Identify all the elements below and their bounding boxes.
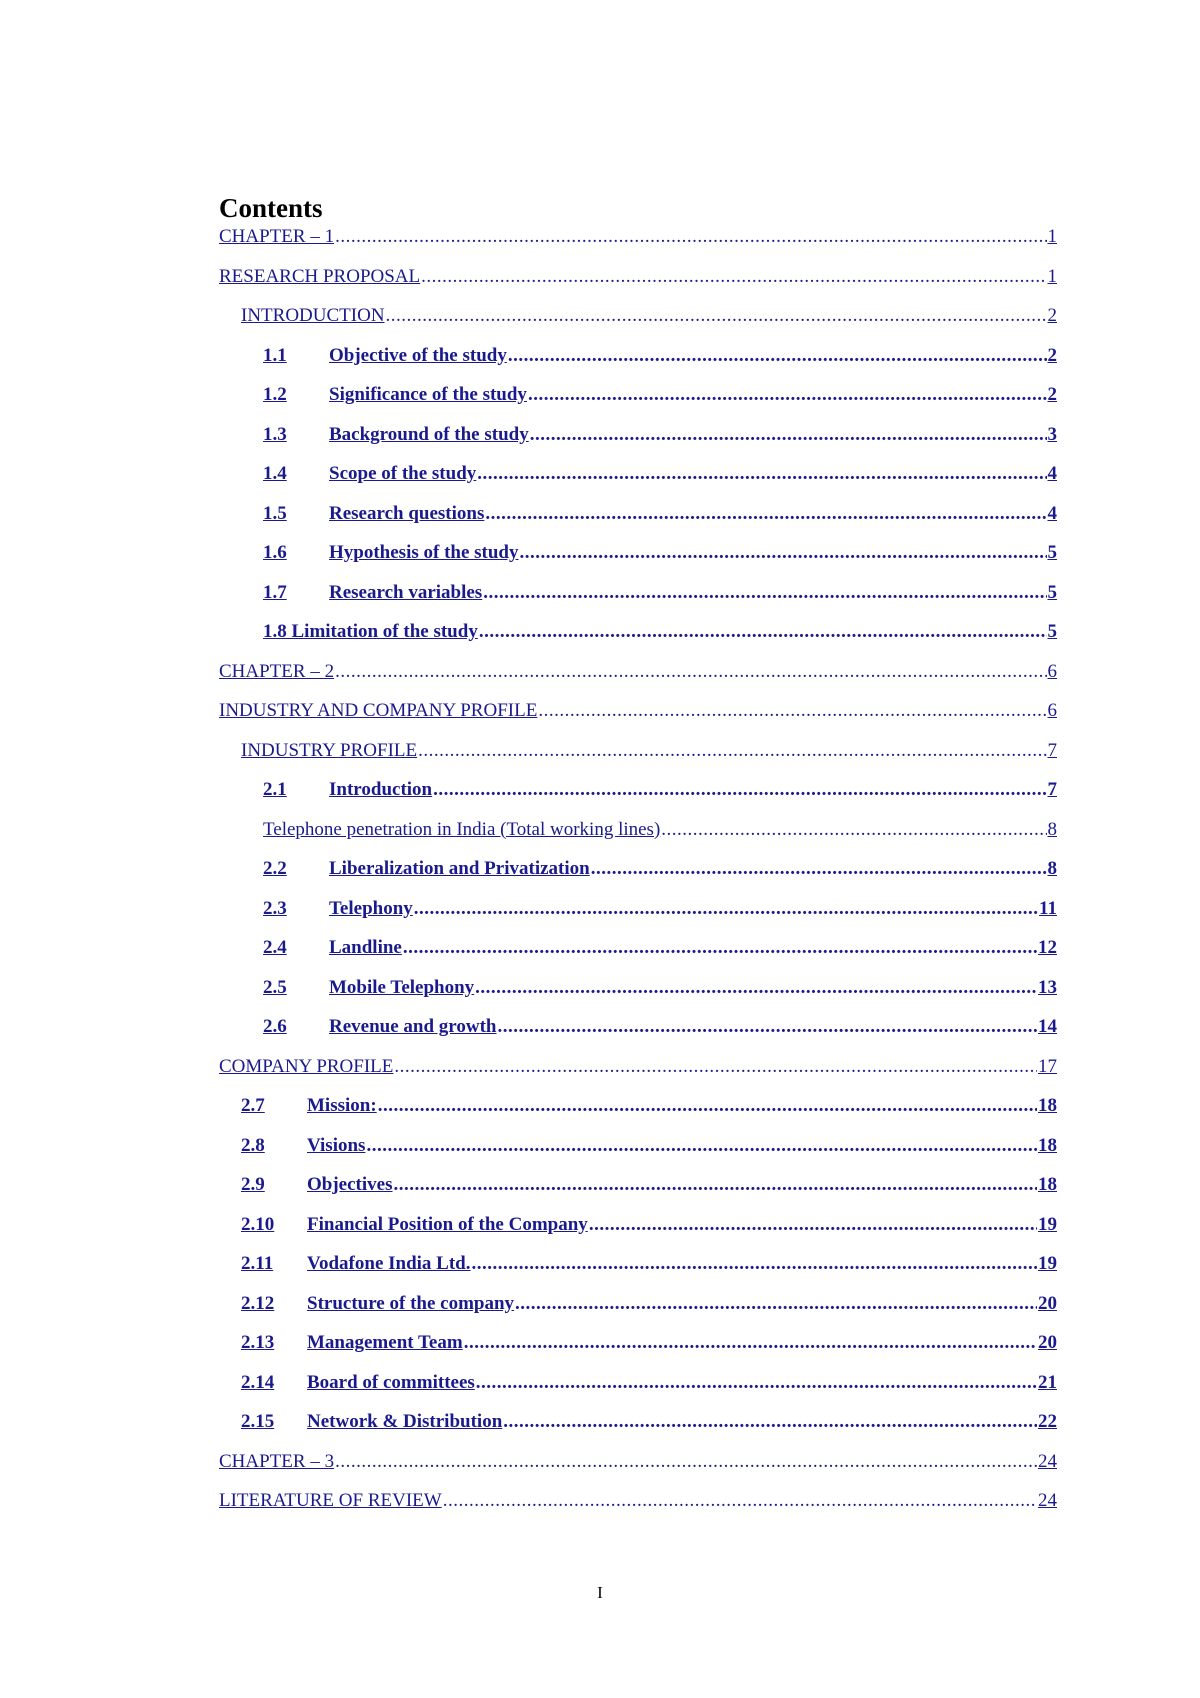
toc-entry-page: 14 bbox=[1038, 1016, 1057, 1037]
toc-entry[interactable] bbox=[219, 1411, 1057, 1451]
dot-leader bbox=[528, 384, 1047, 406]
toc-entry-number: 2.10 bbox=[241, 1213, 275, 1235]
toc-entry-page: 18 bbox=[1038, 1134, 1057, 1156]
toc-entry[interactable] bbox=[219, 700, 1057, 740]
dot-leader bbox=[414, 898, 1038, 920]
toc-entry-page: 4 bbox=[1047, 502, 1057, 524]
toc-entry-page: 19 bbox=[1038, 1253, 1057, 1274]
toc-entry-label: Research questions bbox=[329, 502, 485, 524]
toc-entry[interactable] bbox=[219, 1293, 1057, 1333]
toc-entry-page: 12 bbox=[1038, 937, 1057, 958]
toc-entry-page: 24 bbox=[1038, 1450, 1057, 1472]
dot-leader bbox=[483, 582, 1046, 604]
toc-entry-page: 18 bbox=[1038, 1174, 1057, 1195]
toc-entry-label: Research variables bbox=[329, 581, 483, 603]
toc-entry-page: 17 bbox=[1038, 1055, 1057, 1077]
toc-entry[interactable] bbox=[219, 661, 1057, 701]
toc-entry-label: COMPANY PROFILE bbox=[219, 1055, 394, 1077]
dot-leader bbox=[485, 503, 1046, 525]
toc-entry[interactable] bbox=[219, 542, 1057, 582]
dot-leader bbox=[433, 779, 1046, 801]
toc-entry-number: 1.3 bbox=[263, 423, 287, 445]
dot-leader bbox=[335, 226, 1046, 248]
toc-entry-label: INDUSTRY PROFILE bbox=[241, 739, 418, 761]
toc-entry-number: 2.15 bbox=[241, 1411, 275, 1432]
toc-entry-label: INTRODUCTION bbox=[241, 305, 385, 326]
dot-leader bbox=[515, 1293, 1037, 1315]
dot-leader bbox=[508, 345, 1047, 367]
dot-leader bbox=[520, 542, 1047, 564]
toc-entry[interactable] bbox=[219, 345, 1057, 385]
toc-entry-number: 2.14 bbox=[241, 1371, 275, 1393]
toc-entry-label: Scope of the study bbox=[329, 463, 477, 484]
toc-entry-page: 6 bbox=[1047, 700, 1057, 721]
toc-entry-label: Mission: bbox=[307, 1095, 377, 1116]
dot-leader bbox=[335, 661, 1046, 683]
dot-leader bbox=[503, 1411, 1037, 1433]
toc-entry-label: Board of committees bbox=[307, 1371, 475, 1393]
toc-entry-page: 5 bbox=[1047, 621, 1057, 642]
toc-entry-label: Hypothesis of the study bbox=[329, 542, 519, 563]
dot-leader bbox=[335, 1451, 1037, 1473]
toc-entry-page: 6 bbox=[1047, 660, 1057, 682]
toc-entry-page: 24 bbox=[1038, 1490, 1057, 1511]
toc-entry[interactable] bbox=[219, 1016, 1057, 1056]
toc-entry-page: 19 bbox=[1038, 1213, 1057, 1235]
dot-leader bbox=[464, 1332, 1037, 1354]
toc-entry[interactable] bbox=[219, 1056, 1057, 1096]
dot-leader bbox=[475, 977, 1037, 999]
toc-entry-label: Objective of the study bbox=[329, 344, 507, 366]
toc-entry[interactable] bbox=[219, 384, 1057, 424]
toc-entry-page: 2 bbox=[1047, 305, 1057, 326]
toc-entry-number: 2.7 bbox=[241, 1095, 265, 1116]
toc-entry-number: 2.4 bbox=[263, 937, 287, 958]
toc-entry-label: Vodafone India Ltd. bbox=[307, 1253, 471, 1274]
toc-entry-page: 1 bbox=[1047, 226, 1057, 247]
toc-entry[interactable] bbox=[219, 463, 1057, 503]
toc-entry-number: 2.5 bbox=[263, 976, 287, 998]
dot-leader bbox=[394, 1056, 1037, 1078]
dot-leader bbox=[386, 305, 1047, 327]
toc-entry-label: Network & Distribution bbox=[307, 1411, 503, 1432]
toc-entry[interactable] bbox=[219, 1214, 1057, 1254]
toc-entry-page: 5 bbox=[1047, 542, 1057, 563]
toc-entry[interactable] bbox=[219, 1253, 1057, 1293]
toc-entry-label: Financial Position of the Company bbox=[307, 1213, 588, 1235]
toc-entry[interactable] bbox=[219, 898, 1057, 938]
toc-entry-number: 2.6 bbox=[263, 1016, 287, 1037]
toc-entry[interactable] bbox=[219, 779, 1057, 819]
toc-entry-label: Objectives bbox=[307, 1174, 393, 1195]
toc-entry-page: 21 bbox=[1038, 1371, 1057, 1393]
dot-leader bbox=[418, 740, 1046, 762]
toc-entry-number: 2.8 bbox=[241, 1134, 265, 1156]
contents-title: Contents bbox=[219, 193, 323, 223]
toc-entry-page: 3 bbox=[1047, 423, 1057, 445]
toc-entry-page: 13 bbox=[1038, 976, 1057, 998]
toc-entry-number: 1.4 bbox=[263, 463, 287, 484]
toc-entry-page: 1 bbox=[1047, 265, 1057, 287]
toc-entry[interactable] bbox=[219, 266, 1057, 306]
toc-entry-label: Visions bbox=[307, 1134, 366, 1156]
dot-leader bbox=[498, 1016, 1038, 1038]
toc-entry-label: Introduction bbox=[329, 779, 433, 800]
toc-entry-number: 2.2 bbox=[263, 858, 287, 879]
toc-entry-number: 2.12 bbox=[241, 1292, 275, 1314]
toc-entry-label: Liberalization and Privatization bbox=[329, 858, 590, 879]
toc-entry-number: 1.7 bbox=[263, 581, 287, 603]
toc-entry[interactable] bbox=[219, 977, 1057, 1017]
toc-entry[interactable] bbox=[219, 226, 1057, 266]
toc-entry-number: 1.2 bbox=[263, 384, 287, 405]
toc-entry[interactable] bbox=[219, 819, 1057, 859]
toc-entry-label: Telephone penetration in India (Total working lines) bbox=[263, 818, 661, 840]
toc-entry-label: 1.8 Limitation of the study bbox=[263, 621, 478, 642]
dot-leader bbox=[421, 266, 1046, 288]
table-of-contents bbox=[219, 226, 1057, 1530]
toc-entry-number: 2.11 bbox=[241, 1253, 274, 1274]
toc-entry-page: 20 bbox=[1038, 1292, 1057, 1314]
toc-entry-number: 1.5 bbox=[263, 502, 287, 524]
page-number: I bbox=[597, 1583, 603, 1602]
dot-leader bbox=[530, 424, 1047, 446]
dot-leader bbox=[472, 1253, 1038, 1275]
toc-entry-label: Mobile Telephony bbox=[329, 976, 475, 998]
toc-entry-page: 22 bbox=[1038, 1411, 1057, 1432]
toc-entry-label: CHAPTER – 2 bbox=[219, 660, 335, 682]
toc-entry-label: Management Team bbox=[307, 1332, 463, 1353]
dot-leader bbox=[591, 858, 1047, 880]
toc-entry-page: 4 bbox=[1047, 463, 1057, 484]
dot-leader bbox=[589, 1214, 1037, 1236]
toc-entry-page: 7 bbox=[1047, 779, 1057, 800]
toc-entry[interactable] bbox=[219, 424, 1057, 464]
toc-entry-page: 7 bbox=[1047, 739, 1057, 761]
toc-entry-number: 2.1 bbox=[263, 779, 287, 800]
toc-entry[interactable] bbox=[219, 1332, 1057, 1372]
toc-entry[interactable] bbox=[219, 621, 1057, 661]
toc-entry[interactable] bbox=[219, 503, 1057, 543]
dot-leader bbox=[443, 1490, 1037, 1512]
toc-entry[interactable] bbox=[219, 937, 1057, 977]
toc-entry[interactable] bbox=[219, 1135, 1057, 1175]
toc-entry-label: CHAPTER – 3 bbox=[219, 1450, 335, 1472]
toc-entry-page: 2 bbox=[1047, 384, 1057, 405]
toc-entry-page: 18 bbox=[1038, 1095, 1057, 1116]
toc-entry-label: LITERATURE OF REVIEW bbox=[219, 1490, 442, 1511]
toc-entry-label: RESEARCH PROPOSAL bbox=[219, 265, 421, 287]
dot-leader bbox=[378, 1095, 1037, 1117]
toc-entry-page: 20 bbox=[1038, 1332, 1057, 1353]
toc-entry-page: 8 bbox=[1047, 818, 1057, 840]
dot-leader bbox=[479, 621, 1047, 643]
toc-entry[interactable] bbox=[219, 1372, 1057, 1412]
dot-leader bbox=[538, 700, 1046, 722]
toc-entry-number: 1.6 bbox=[263, 542, 287, 563]
toc-entry-label: Significance of the study bbox=[329, 384, 527, 405]
toc-entry-page: 2 bbox=[1047, 344, 1057, 366]
toc-entry[interactable] bbox=[219, 1095, 1057, 1135]
toc-entry-page: 8 bbox=[1047, 858, 1057, 879]
toc-entry-page: 11 bbox=[1039, 897, 1057, 919]
dot-leader bbox=[366, 1135, 1037, 1157]
toc-entry[interactable] bbox=[219, 1490, 1057, 1530]
dot-leader bbox=[393, 1174, 1037, 1196]
toc-entry[interactable] bbox=[219, 740, 1057, 780]
toc-entry-number: 2.9 bbox=[241, 1174, 265, 1195]
toc-entry-number: 2.3 bbox=[263, 897, 287, 919]
dot-leader bbox=[403, 937, 1037, 959]
toc-entry[interactable] bbox=[219, 858, 1057, 898]
dot-leader bbox=[477, 463, 1046, 485]
toc-entry[interactable] bbox=[219, 582, 1057, 622]
toc-entry-page: 5 bbox=[1047, 581, 1057, 603]
toc-entry-label: INDUSTRY AND COMPANY PROFILE bbox=[219, 700, 538, 721]
toc-entry-label: CHAPTER – 1 bbox=[219, 226, 335, 247]
toc-entry-label: Landline bbox=[329, 937, 402, 958]
toc-entry[interactable] bbox=[219, 1451, 1057, 1491]
toc-entry-label: Telephony bbox=[329, 897, 413, 919]
dot-leader bbox=[661, 819, 1046, 841]
toc-entry-number: 1.1 bbox=[263, 344, 287, 366]
toc-entry-label: Background of the study bbox=[329, 423, 529, 445]
toc-entry-label: Revenue and growth bbox=[329, 1016, 497, 1037]
toc-entry-number: 2.13 bbox=[241, 1332, 275, 1353]
toc-entry-label: Structure of the company bbox=[307, 1292, 515, 1314]
toc-entry[interactable] bbox=[219, 305, 1057, 345]
dot-leader bbox=[476, 1372, 1037, 1394]
toc-entry[interactable] bbox=[219, 1174, 1057, 1214]
